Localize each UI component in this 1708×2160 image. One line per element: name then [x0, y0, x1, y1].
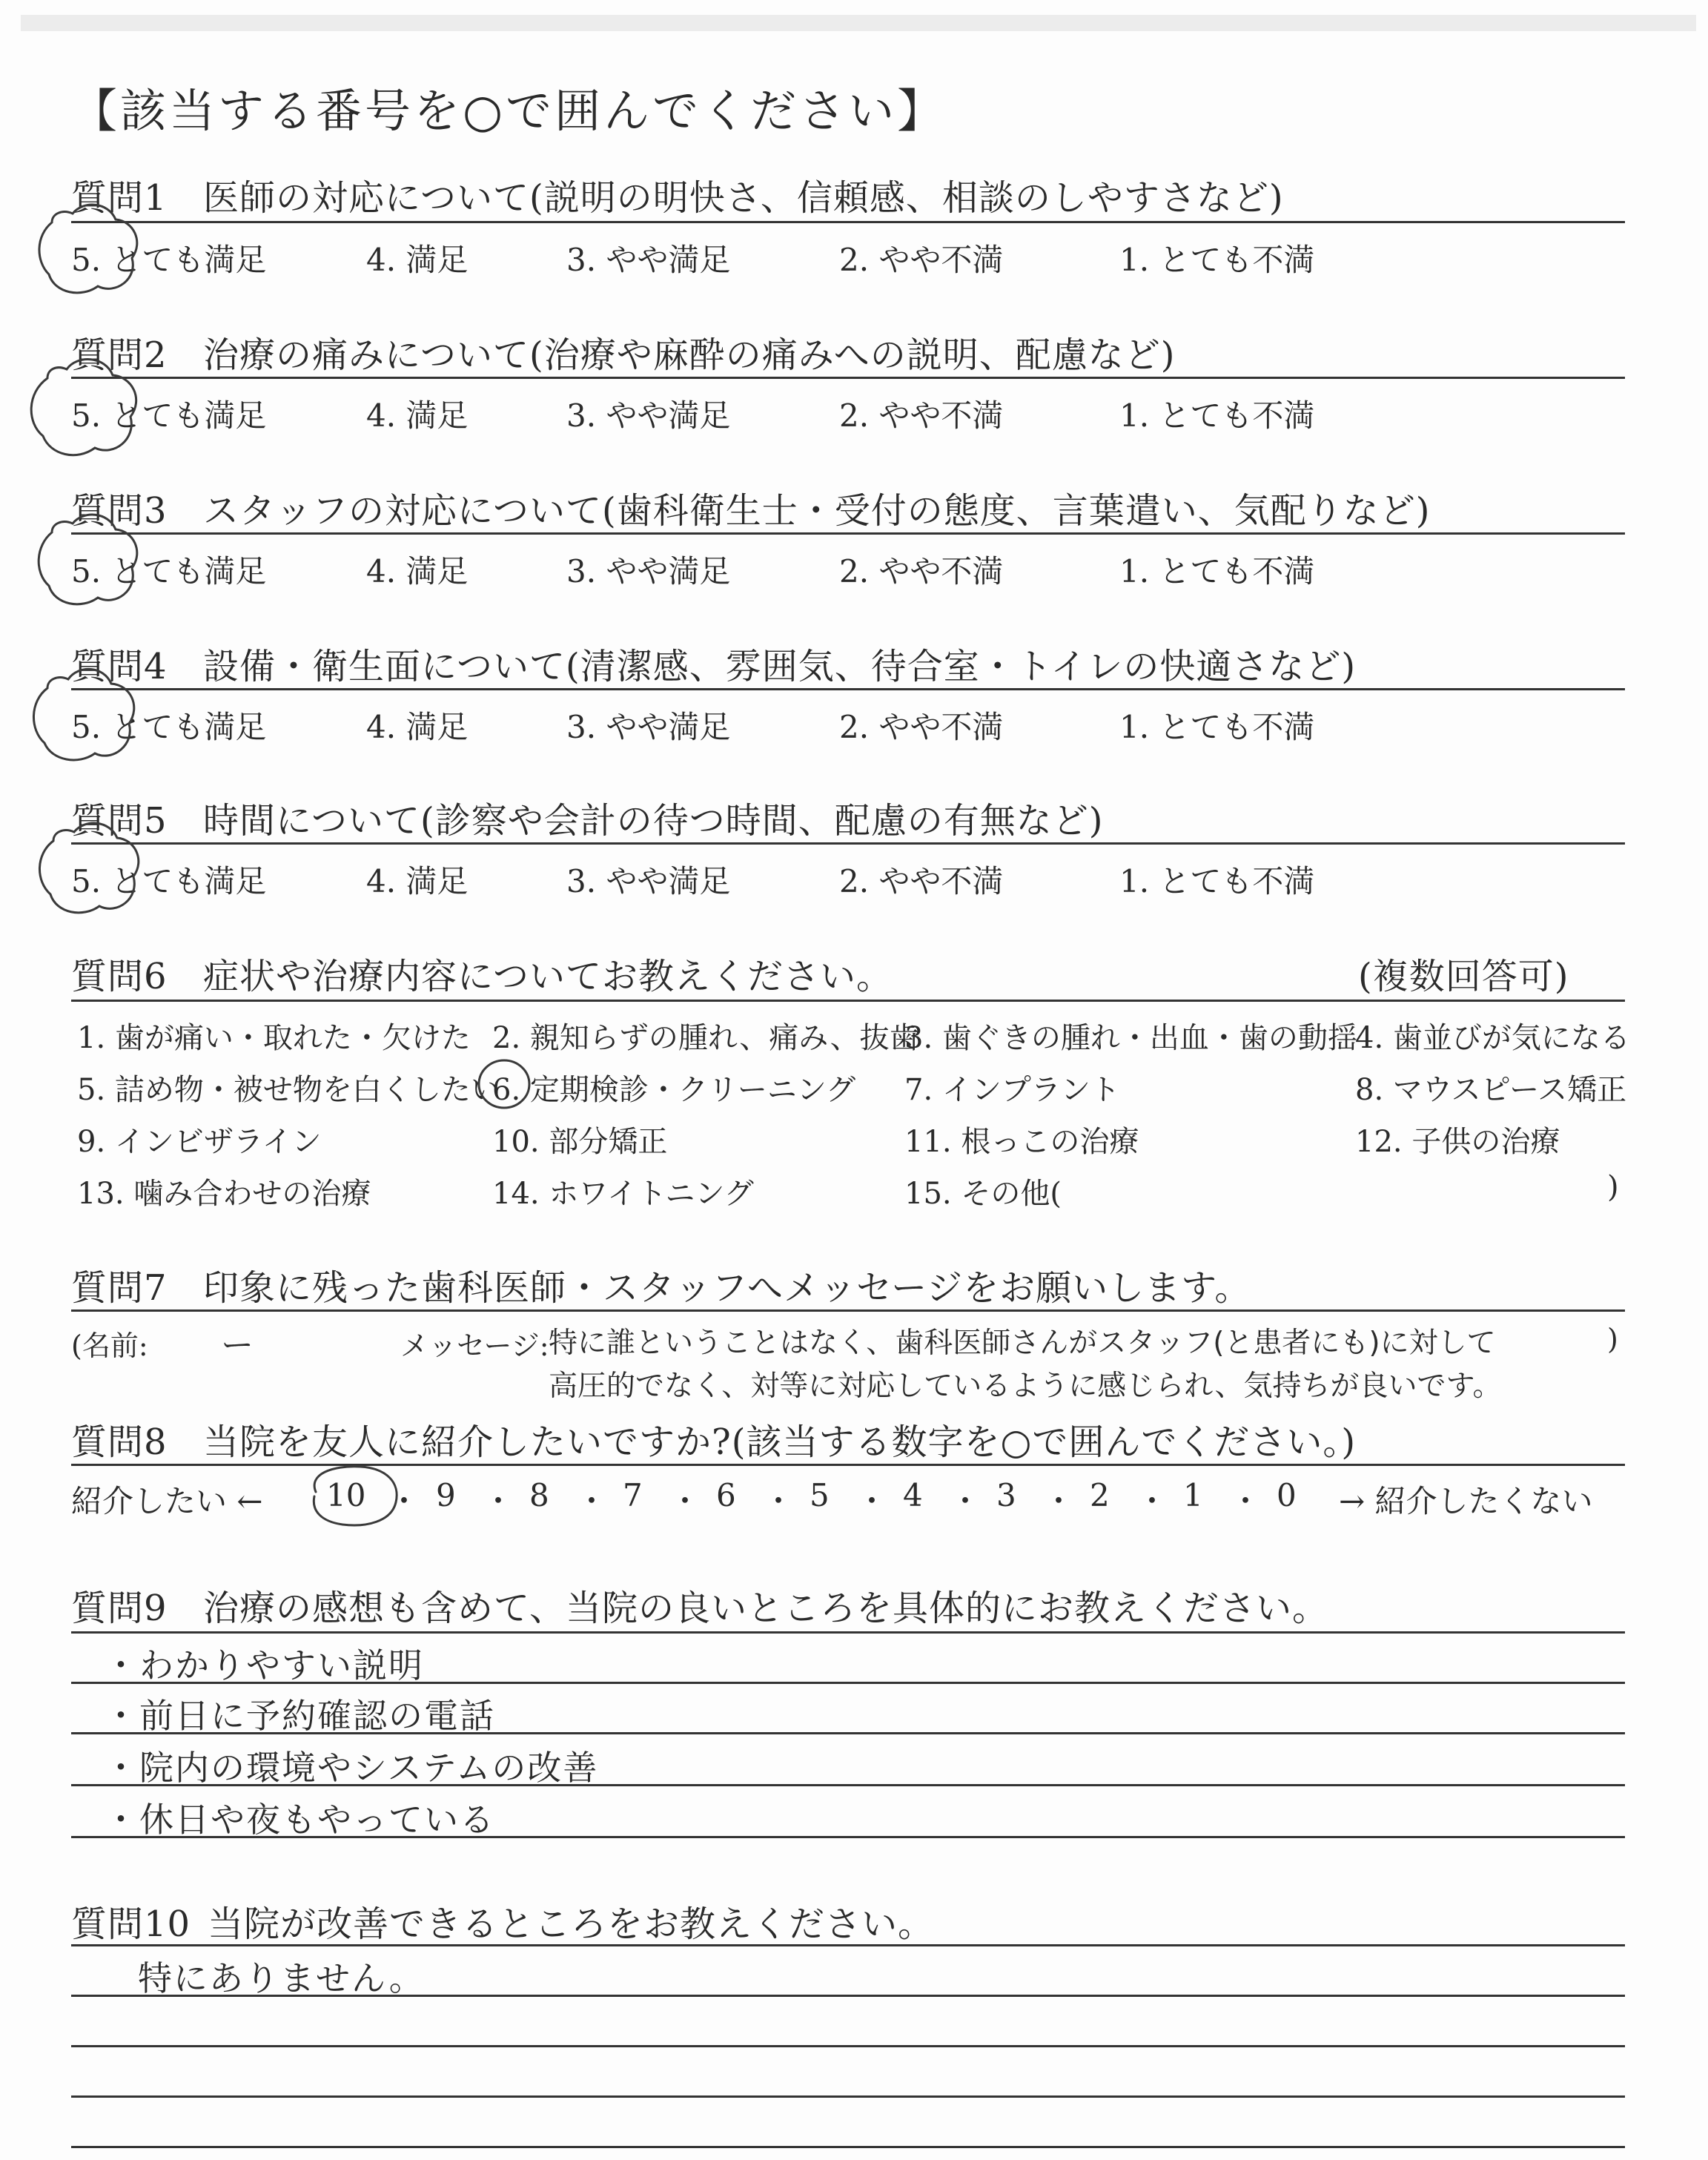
q6-option-6[interactable]: 6. 定期検診・クリーニング: [492, 1073, 856, 1107]
scale-separator: ・: [1043, 1483, 1075, 1519]
scale-2[interactable]: 2: [1090, 1477, 1110, 1513]
option-1[interactable]: 1. とても不満: [1119, 242, 1315, 278]
answer-1[interactable]: ・わかりやすい説明: [104, 1645, 424, 1685]
q6-option-12[interactable]: 12. 子供の治療: [1355, 1125, 1560, 1159]
message-label: メッセージ:: [400, 1330, 549, 1362]
divider-line: [71, 842, 1625, 845]
scale-separator: ・: [576, 1483, 608, 1519]
q6-option-4[interactable]: 4. 歯並びが気になる: [1355, 1021, 1630, 1055]
message-line-1[interactable]: 特に誰ということはなく、歯科医師さんがスタッフ(と患者にも)に対して: [549, 1327, 1496, 1360]
scan-top-edge: [21, 15, 1696, 31]
answer-2[interactable]: ・前日に予約確認の電話: [104, 1696, 495, 1736]
form-title: 【該当する番号を○で囲んでください】: [71, 84, 947, 138]
scale-8[interactable]: 8: [529, 1477, 549, 1513]
question-text: 当院を友人に紹介したいですか?(該当する数字を○で囲んでください。): [203, 1421, 1357, 1463]
question-text: 治療の感想も含めて、当院の良いところを具体的にお教えください。: [203, 1588, 1329, 1629]
name-value[interactable]: ー: [221, 1327, 255, 1364]
q6-option-7[interactable]: 7. インプラント: [904, 1073, 1120, 1107]
message-line-2[interactable]: 高圧的でなく、対等に対応しているように感じられ、気持ちが良いです。: [549, 1370, 1502, 1403]
recommend-right-label: → 紹介したくない: [1339, 1483, 1593, 1519]
question-label: 質問9: [71, 1588, 168, 1629]
divider-line: [71, 221, 1625, 223]
q6-option-11[interactable]: 11. 根っこの治療: [904, 1125, 1139, 1159]
option-3[interactable]: 3. やや満足: [566, 242, 731, 278]
scale-separator: ・: [950, 1483, 982, 1519]
scale-separator: ・: [669, 1483, 701, 1519]
question-label: 質問2: [71, 334, 168, 376]
question-label: 質問3: [71, 490, 168, 532]
option-3[interactable]: 3. やや満足: [566, 709, 731, 745]
scale-6[interactable]: 6: [716, 1477, 736, 1513]
answer-line: [71, 2045, 1625, 2047]
option-2[interactable]: 2. やや不満: [839, 553, 1004, 589]
question-label: 質問1: [71, 177, 168, 219]
scale-separator: ・: [483, 1483, 514, 1519]
question-label: 質問4: [71, 646, 168, 687]
scale-separator: ・: [1136, 1483, 1168, 1519]
option-5[interactable]: 5. とても満足: [71, 863, 267, 899]
scale-separator: ・: [388, 1483, 420, 1519]
divider-line: [71, 377, 1625, 379]
option-5[interactable]: 5. とても満足: [71, 553, 267, 589]
question-text: 当院が改善できるところをお教えください。: [208, 1903, 935, 1945]
option-1[interactable]: 1. とても不満: [1119, 863, 1315, 899]
improvement-answer[interactable]: 特にありません。: [138, 1958, 425, 1998]
question-text: 設備・衛生面について(清潔感、雰囲気、待合室・トイレの快適さなど): [203, 646, 1357, 687]
q6-option-14[interactable]: 14. ホワイトニング: [492, 1177, 754, 1211]
option-5[interactable]: 5. とても満足: [71, 242, 267, 278]
option-4[interactable]: 4. 満足: [366, 553, 469, 589]
answer-line: [71, 2095, 1625, 2098]
q6-option-15[interactable]: 15. その他(: [904, 1177, 1062, 1211]
q6-other-close: ): [1607, 1170, 1619, 1204]
option-2[interactable]: 2. やや不満: [839, 397, 1004, 434]
recommend-left-label: 紹介したい ←: [71, 1483, 263, 1519]
option-4[interactable]: 4. 満足: [366, 397, 469, 434]
scale-separator: ・: [763, 1483, 795, 1519]
q6-option-9[interactable]: 9. インビザライン: [77, 1125, 322, 1159]
option-3[interactable]: 3. やや満足: [566, 397, 731, 434]
divider-line: [71, 1000, 1625, 1002]
question-label: 質問6: [71, 956, 168, 997]
scale-10[interactable]: 10: [326, 1477, 366, 1513]
option-5[interactable]: 5. とても満足: [71, 709, 267, 745]
divider-line: [71, 1309, 1625, 1312]
divider-line: [71, 688, 1625, 690]
question-text: 時間について(診察や会計の待つ時間、配慮の有無など): [203, 800, 1104, 842]
answer-line: [71, 2146, 1625, 2148]
q6-option-13[interactable]: 13. 噛み合わせの治療: [77, 1177, 371, 1211]
scale-separator: ・: [856, 1483, 888, 1519]
question-text: 医師の対応について(説明の明快さ、信頼感、相談のしやすさなど): [203, 177, 1284, 219]
q6-option-10[interactable]: 10. 部分矯正: [492, 1125, 668, 1159]
scale-7[interactable]: 7: [623, 1477, 643, 1513]
name-label: (名前:: [71, 1330, 148, 1362]
question-label: 質問8: [71, 1421, 168, 1463]
scale-5[interactable]: 5: [810, 1477, 830, 1513]
question-label: 質問5: [71, 800, 168, 842]
q6-option-1[interactable]: 1. 歯が痛い・取れた・欠けた: [77, 1021, 471, 1055]
question-text: 印象に残った歯科医師・スタッフへメッセージをお願いします。: [203, 1267, 1251, 1309]
option-5[interactable]: 5. とても満足: [71, 397, 267, 434]
q6-option-5[interactable]: 5. 詰め物・被せ物を白くしたい: [77, 1073, 500, 1107]
option-4[interactable]: 4. 満足: [366, 863, 469, 899]
question-label: 質問7: [71, 1267, 168, 1309]
scale-0[interactable]: 0: [1277, 1477, 1297, 1513]
answer-4[interactable]: ・休日や夜もやっている: [104, 1800, 495, 1840]
option-2[interactable]: 2. やや不満: [839, 242, 1004, 278]
answer-line: [71, 1944, 1625, 1946]
option-1[interactable]: 1. とても不満: [1119, 397, 1315, 434]
divider-line: [71, 532, 1625, 535]
scale-9[interactable]: 9: [436, 1477, 456, 1513]
q6-option-8[interactable]: 8. マウスピース矯正: [1355, 1073, 1627, 1107]
scale-3[interactable]: 3: [996, 1477, 1016, 1513]
multiple-answer-note: (複数回答可): [1358, 956, 1569, 997]
scale-separator: ・: [1230, 1483, 1262, 1519]
option-3[interactable]: 3. やや満足: [566, 553, 731, 589]
divider-line: [71, 1464, 1625, 1466]
option-2[interactable]: 2. やや不満: [839, 709, 1004, 745]
answer-3[interactable]: ・院内の環境やシステムの改善: [104, 1748, 599, 1788]
question-text: 症状や治療内容についてお教えください。: [203, 956, 893, 997]
option-4[interactable]: 4. 満足: [366, 709, 469, 745]
scale-4[interactable]: 4: [903, 1477, 923, 1513]
option-1[interactable]: 1. とても不満: [1119, 553, 1315, 589]
option-3[interactable]: 3. やや満足: [566, 863, 731, 899]
answer-line: [71, 1631, 1625, 1634]
option-2[interactable]: 2. やや不満: [839, 863, 1004, 899]
question-label: 質問10: [71, 1903, 191, 1945]
q6-option-2[interactable]: 2. 親知らずの腫れ、痛み、抜歯: [492, 1021, 919, 1055]
question-text: 治療の痛みについて(治療や麻酔の痛みへの説明、配慮など): [203, 334, 1176, 376]
question-text: スタッフの対応について(歯科衛生士・受付の態度、言葉遣い、気配りなど): [203, 490, 1431, 532]
option-4[interactable]: 4. 満足: [366, 242, 469, 278]
scale-1[interactable]: 1: [1183, 1477, 1203, 1513]
q6-option-3[interactable]: 3. 歯ぐきの腫れ・出血・歯の動揺: [904, 1021, 1357, 1055]
option-1[interactable]: 1. とても不満: [1119, 709, 1315, 745]
message-close: ): [1607, 1323, 1618, 1355]
